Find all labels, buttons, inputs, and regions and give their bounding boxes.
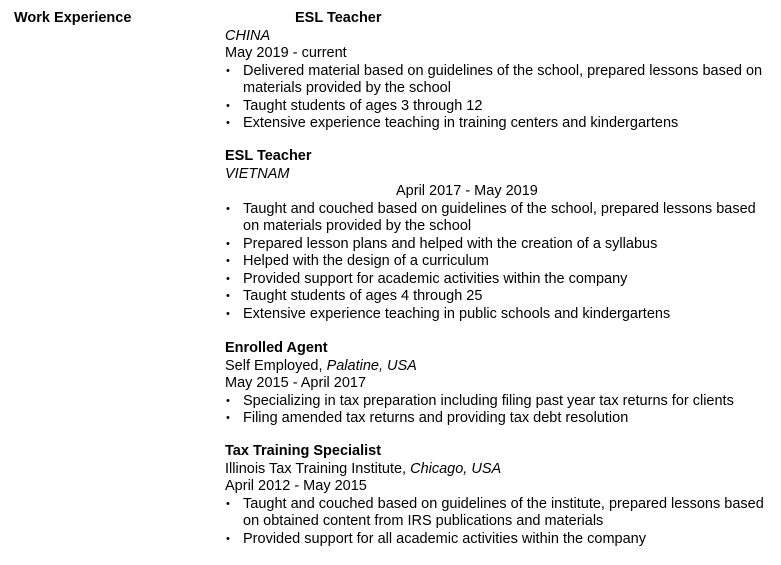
bullet-item: • Provided support for all academic activities within the company xyxy=(225,531,770,549)
bullet-item: • Taught students of ages 3 through 12 xyxy=(225,98,770,116)
job-bullets xyxy=(225,393,770,428)
job-entry xyxy=(225,148,770,323)
job-title: Enrolled Agent xyxy=(225,340,328,356)
bullet-item: • Extensive experience teaching in public schools and kindergartens xyxy=(225,306,770,324)
job-dates: April 2012 - May 2015 xyxy=(225,478,367,494)
job-title: Tax Training Specialist xyxy=(225,443,382,459)
job-employer-line xyxy=(225,461,770,479)
job-bullets xyxy=(225,201,770,324)
bullet-item: • Prepared lesson plans and helped with the creation of a syllabus xyxy=(225,236,770,254)
bullet-item: • Provided support for academic activities within the company xyxy=(225,271,770,289)
job-employer-line xyxy=(225,358,770,376)
bullet-item: • Taught and couched based on guidelines of the school, prepared lessons based on materials provided by the school xyxy=(225,201,770,236)
bullet-item: • Helped with the design of a curriculum xyxy=(225,253,770,271)
bullet-item: • Delivered material based on guidelines of the school, prepared lessons based on materials provided by the school xyxy=(225,63,770,98)
job-location: VIETNAM xyxy=(225,165,290,182)
job-entry xyxy=(225,443,770,548)
bullet-item: • Extensive experience teaching in training centers and kindergartens xyxy=(225,115,770,133)
job-location: Palatine, USA xyxy=(326,357,417,374)
bullet-item: • Specializing in tax preparation including filing past year tax returns for clients xyxy=(225,393,770,411)
job-employer: Self Employed, xyxy=(225,357,327,374)
job-title: ESL Teacher xyxy=(295,10,382,26)
job-dates: May 2019 - current xyxy=(225,45,347,61)
section-heading-work-experience: Work Experience xyxy=(14,10,132,26)
job-dates: May 2015 - April 2017 xyxy=(225,375,367,391)
job-location: Chicago, USA xyxy=(410,460,502,477)
job-entry xyxy=(225,10,770,133)
job-title: ESL Teacher xyxy=(225,148,312,164)
job-bullets xyxy=(225,496,770,549)
job-dates: April 2017 - May 2019 xyxy=(396,183,538,199)
bullet-item: • Taught and couched based on guidelines of the institute, prepared lessons based on obtained content from IRS publications and materials xyxy=(225,496,770,531)
bullet-item: • Taught students of ages 4 through 25 xyxy=(225,288,770,306)
job-bullets xyxy=(225,63,770,133)
bullet-item: • Filing amended tax returns and providing tax debt resolution xyxy=(225,410,770,428)
job-location: CHINA xyxy=(225,27,271,44)
job-employer: Illinois Tax Training Institute, xyxy=(225,460,411,477)
job-entry xyxy=(225,340,770,428)
